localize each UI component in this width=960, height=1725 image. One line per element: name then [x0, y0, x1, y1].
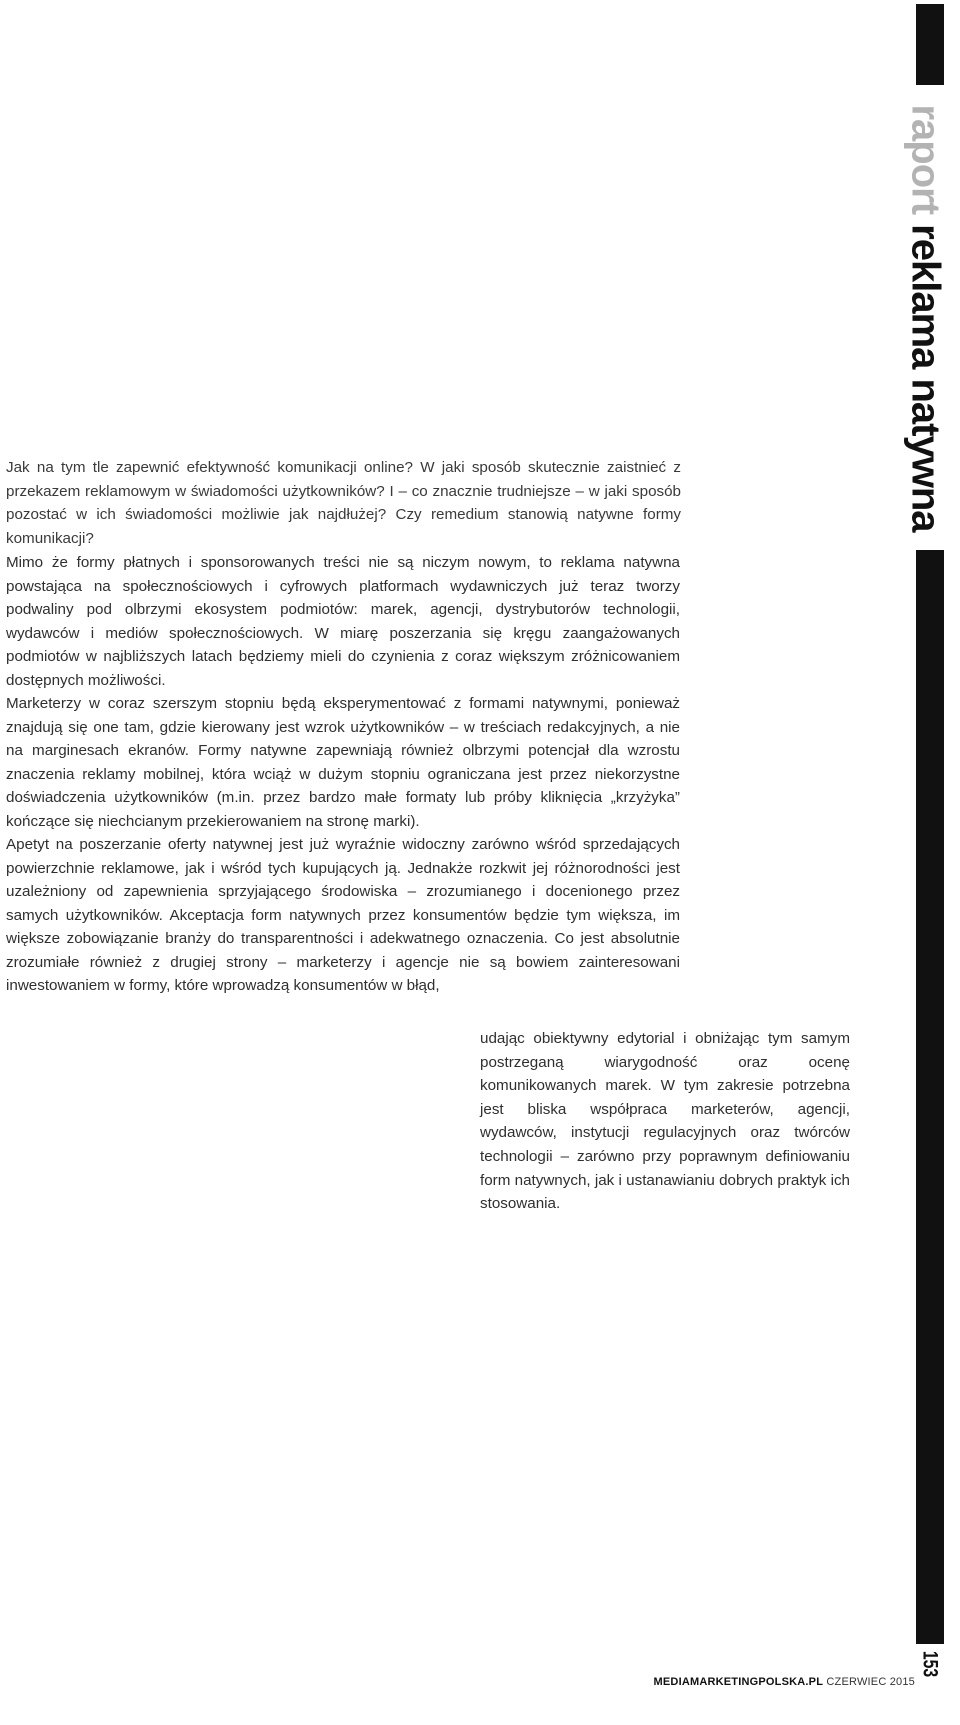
- lead-paragraph: Jak na tym tle zapewnić efektywność komunikacji online? W jaki sposób skutecznie zaistnieć z przekazem reklamowym w świadomości użytkowników? I – co znacznie trudniejsze – w jaki sposób pozostać w ich świadomości możliwie jak najdłużej? Czy remedium stanowią natywne formy komunikacji?: [6, 459, 681, 547]
- page-footer: [654, 1676, 915, 1688]
- continuation-paragraph: udając obiektywny edytorial i obniżając tym samym postrzeganą wiarygodność oraz ocenę komunikowanych marek. W tym zakresie potrzebna jest bliska współpraca marketerów, agencji, wydawców, instytucji regulacyjnych oraz twórców technologii – zarówno przy poprawnym definiowaniu form natywnych, jak i ustanawianiu dobrych praktyk ich stosowania.: [480, 1030, 850, 1213]
- page-number: 153: [919, 1650, 943, 1678]
- section-title-raport: raport: [904, 103, 949, 214]
- section-title-topic: reklama natywna: [904, 213, 949, 532]
- article-continuation: [480, 1027, 850, 1216]
- page-number-box: [916, 1644, 944, 1684]
- footer-site: MEDIAMARKETINGPOLSKA.PL: [653, 1676, 824, 1688]
- body-paragraph-3: Apetyt na poszerzanie oferty natywnej jest już wyraźnie widoczny zarówno wśród sprzedających powierzchnie reklamowe, jak i wśród tych kupujących ją. Jednakże rozkwit jej różnorodności jest uzależniony od zapewnienia sprzyjającego środowiska – zrozumianego i docenionego przez samych użytkowników. Akceptacja form natywnych przez konsumentów będzie tym większa, im większe zobowiązanie branży do transparentności i adekwatnego oznaczenia. Co jest absolutnie zrozumiałe również z drugiej strony – marketerzy i agencje nie są bowiem zainteresowani inwestowaniem w formy, które wprowadzą konsumentów w błąd,: [6, 836, 680, 994]
- body-paragraph-1: Mimo że formy płatnych i sponsorowanych treści nie są niczym nowym, to reklama natywna powstająca na społecznościowych i cyfrowych platformach wydawniczych już teraz tworzy podwaliny pod olbrzymi ekosystem podmiotów: marek, agencji, dystrybutorów technologii, wydawców i mediów społecznościowych. W miarę poszerzania się kręgu zaangażowanych podmiotów w najbliższych latach będziemy mieli do czynienia z coraz większym zróżnicowaniem dostępnych możliwości.: [6, 554, 680, 689]
- section-title: [899, 85, 953, 550]
- body-paragraph-2: Marketerzy w coraz szerszym stopniu będą eksperymentować z formami natywnymi, ponieważ znajdują się one tam, gdzie kierowany jest wzrok użytkowników – w treściach redakcyjnych, a nie na marginesach ekranów. Formy natywne zapewniają również olbrzymi potencjał dla wzrostu znaczenia reklamy mobilnej, która wciąż w dużym stopniu ograniczana jest przez niekorzystne doświadczenia użytkowników (m.in. przez bardzo małe formaty lub próby kliknięcia „krzyżyka” kończące się niechcianym przekierowaniem na stronę marki).: [6, 695, 680, 830]
- article-body: [6, 551, 680, 998]
- footer-date: CZERWIEC 2015: [826, 1676, 915, 1688]
- section-title-text: [904, 103, 949, 532]
- article-lead: [6, 456, 681, 550]
